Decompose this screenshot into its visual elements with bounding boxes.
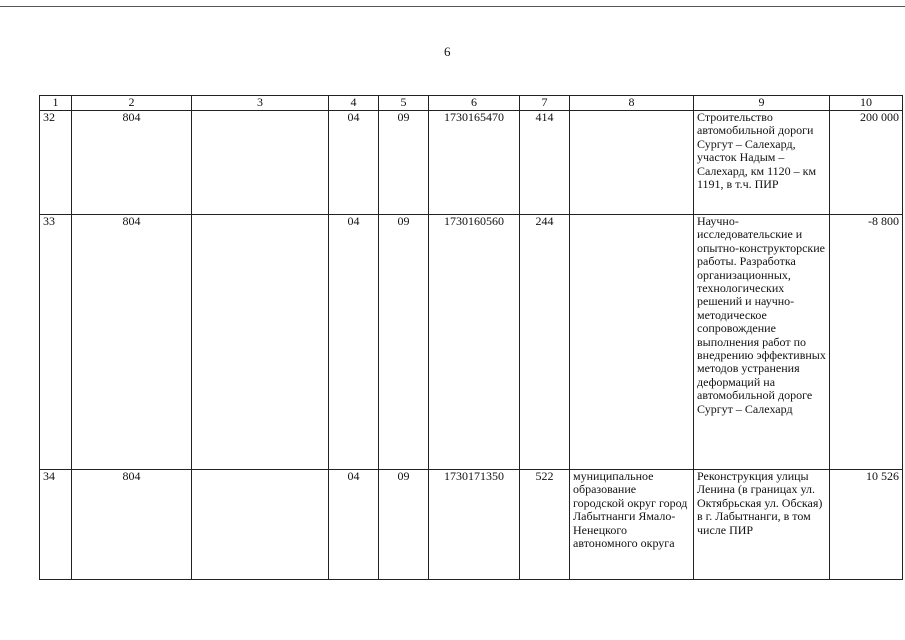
expense-type-code: 414 xyxy=(520,111,570,215)
header-cell: 10 xyxy=(830,96,903,111)
recipient-cell xyxy=(570,111,694,215)
row-number: 33 xyxy=(40,215,72,470)
header-cell: 9 xyxy=(694,96,830,111)
page-number: 6 xyxy=(444,44,451,59)
subsection-code: 09 xyxy=(379,470,429,580)
table-row xyxy=(40,470,903,580)
section-code: 04 xyxy=(329,470,379,580)
target-article-code: 1730171350 xyxy=(429,470,520,580)
header-row xyxy=(40,96,903,111)
header-cell: 8 xyxy=(570,96,694,111)
column-3-cell xyxy=(192,111,329,215)
expense-type-code: 522 xyxy=(520,470,570,580)
amount-value: 10 526 xyxy=(830,470,903,580)
recipient-cell: муниципальное образование городской округ город Лабытнанги Ямало-Ненецкого автономного округа xyxy=(570,470,694,580)
ministry-code: 804 xyxy=(72,470,192,580)
section-code: 04 xyxy=(329,215,379,470)
header-cell: 6 xyxy=(429,96,520,111)
object-description: Реконструкция улицы Ленина (в границах ул. Октябрьская ул. Обская) в г. Лабытнанги, в том числе ПИР xyxy=(694,470,830,580)
ministry-code: 804 xyxy=(72,215,192,470)
header-cell: 2 xyxy=(72,96,192,111)
header-cell: 7 xyxy=(520,96,570,111)
table-row xyxy=(40,215,903,470)
amount-value: -8 800 xyxy=(830,215,903,470)
ministry-code: 804 xyxy=(72,111,192,215)
page-top-border xyxy=(0,6,905,7)
section-code: 04 xyxy=(329,111,379,215)
header-cell: 5 xyxy=(379,96,429,111)
header-cell: 3 xyxy=(192,96,329,111)
object-description: Строительство автомобильной дороги Сургут – Салехард, участок Надым – Салехард, км 1120 – км 1191, в т.ч. ПИР xyxy=(694,111,830,215)
amount-value: 200 000 xyxy=(830,111,903,215)
column-3-cell xyxy=(192,215,329,470)
table-row xyxy=(40,111,903,215)
column-3-cell xyxy=(192,470,329,580)
budget-table xyxy=(39,95,903,580)
header-cell: 1 xyxy=(40,96,72,111)
recipient-cell xyxy=(570,215,694,470)
expense-type-code: 244 xyxy=(520,215,570,470)
subsection-code: 09 xyxy=(379,111,429,215)
row-number: 34 xyxy=(40,470,72,580)
target-article-code: 1730165470 xyxy=(429,111,520,215)
header-cell: 4 xyxy=(329,96,379,111)
subsection-code: 09 xyxy=(379,215,429,470)
row-number: 32 xyxy=(40,111,72,215)
target-article-code: 1730160560 xyxy=(429,215,520,470)
object-description: Научно-исследовательские и опытно-конструкторские работы. Разработка организационных, технологических решений и научно-методическое сопровождение выполнения работ по внедрению эффективных методов устранения деформаций на автомобильной дороге Сургут – Салехард xyxy=(694,215,830,470)
